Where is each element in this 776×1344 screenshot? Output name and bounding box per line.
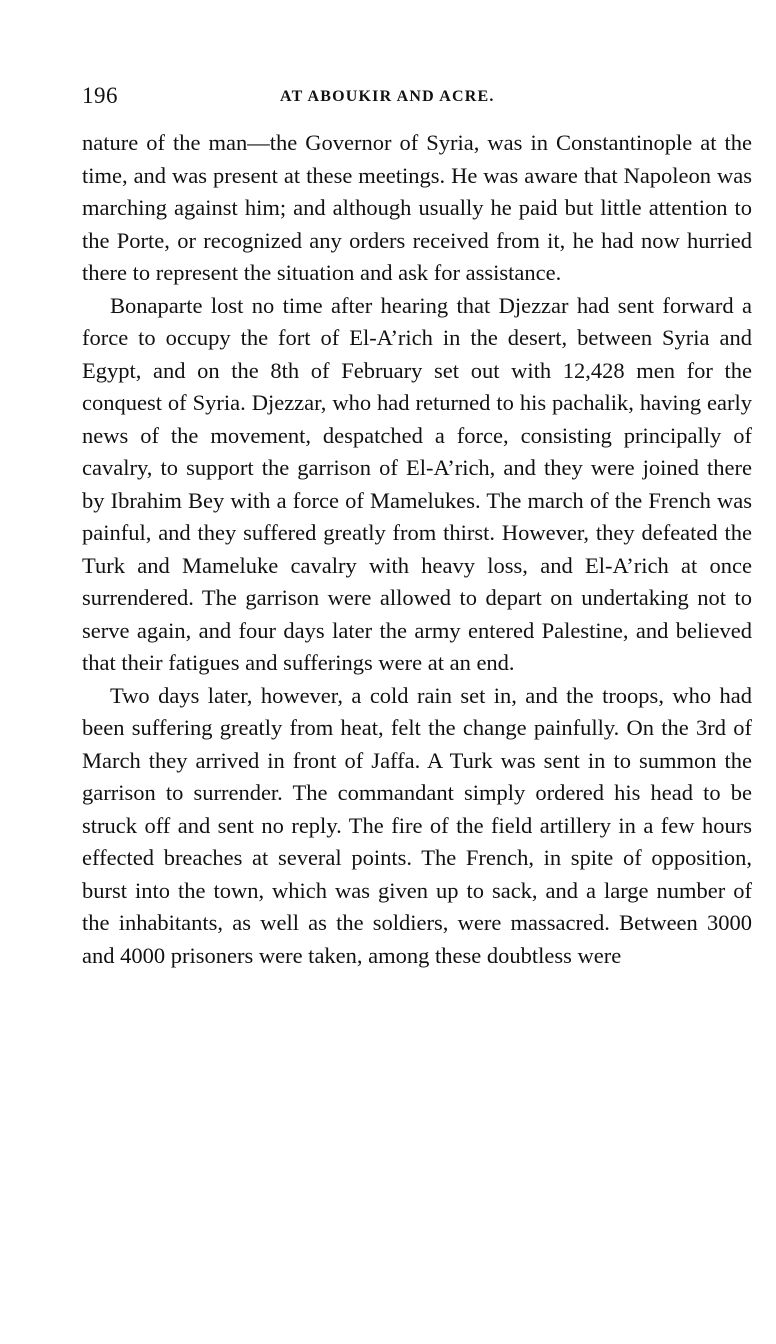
page-header xyxy=(82,80,752,112)
page-number: 196 xyxy=(82,83,118,108)
paragraph-continued: nature of the man—the Governor of Syria, was in Constantinople at the time, and was present at these meetings. He was aware that Napoleon was marching against him; and although usually he paid but little attention to the Porte, or recognized any orders received from it, he had now hurried there to represent the situation and ask for assistance. xyxy=(82,130,752,285)
body-text xyxy=(82,127,752,972)
paragraph-bonaparte-march: Bonaparte lost no time after hearing that Djezzar had sent forward a force to occupy the fort of El-A’rich in the desert, between Syria and Egypt, and on the 8th of February set out with 12,428 men for the conquest of Syria. Djezzar, who had returned to his pachalik, having early news of the movement, despatched a force, consisting principally of cavalry, to support the garrison of El-A’rich, and they were joined there by Ibrahim Bey with a force of Mamelukes. The march of the French was painful, and they suffered greatly from thirst. However, they defeated the Turk and Mameluke cavalry with heavy loss, and El-A’rich at once surrendered. The garrison were allowed to depart on undertaking not to serve again, and four days later the army entered Palestine, and believed that their fatigues and sufferings were at an end. xyxy=(82,292,752,675)
running-head: AT ABOUKIR AND ACRE. xyxy=(280,88,495,105)
paragraph-jaffa: Two days later, however, a cold rain set in, and the troops, who had been suffering greatly from heat, felt the change painfully. On the 3rd of March they arrived in front of Jaffa. A Turk was sent in to summon the garrison to surrender. The commandant simply ordered his head to be struck off and sent no reply. The fire of the field artillery in a few hours effected breaches at several points. The French, in spite of opposition, burst into the town, which was given up to sack, and a large number of the inhabitants, as well as the soldiers, were massacred. Between 3000 and 4000 prisoners were taken, among these doubtless were xyxy=(82,682,752,968)
